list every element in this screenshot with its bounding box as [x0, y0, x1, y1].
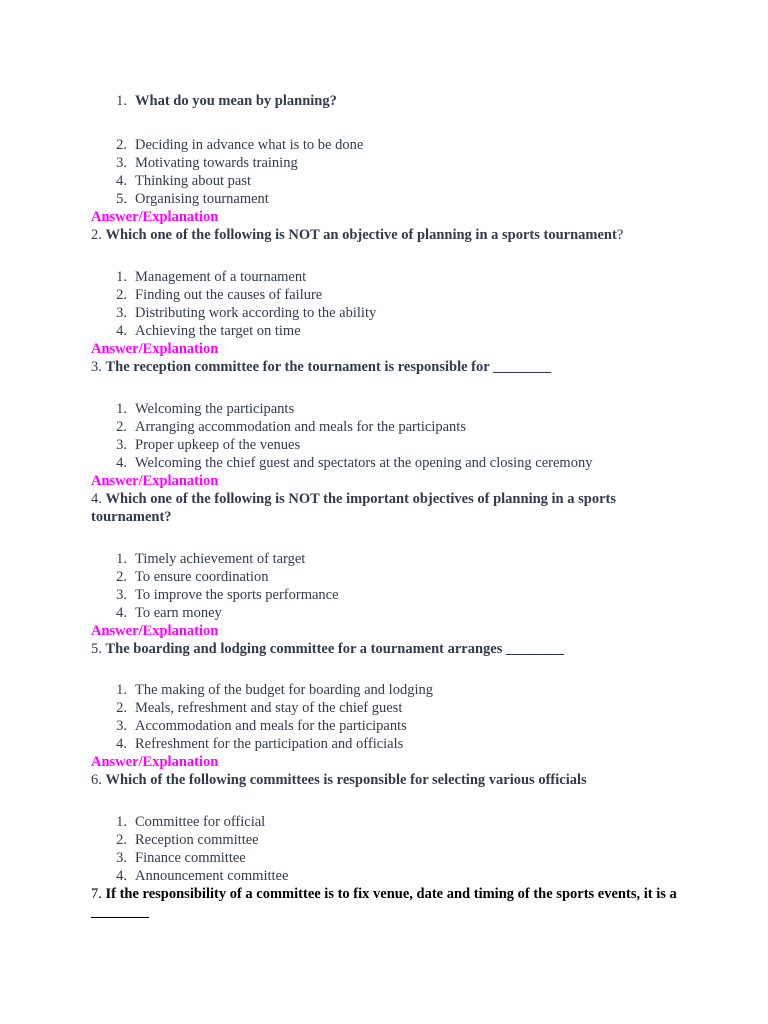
- option-text: Thinking about past: [135, 173, 251, 189]
- option-item: [91, 322, 691, 340]
- option-number: 2.: [116, 137, 127, 153]
- question-number: 5.: [91, 641, 102, 657]
- option-number: 1.: [116, 401, 127, 417]
- option-number: 2.: [116, 287, 127, 303]
- option-number: 3.: [116, 718, 127, 734]
- question-number: 4.: [91, 491, 102, 507]
- option-item: [91, 813, 691, 831]
- option-text: To improve the sports performance: [135, 587, 339, 603]
- option-item: [91, 699, 691, 717]
- option-number: 3.: [116, 850, 127, 866]
- question-text: If the responsibility of a committee is to fix venue, date and timing of the sports events, it is a ________: [91, 886, 677, 920]
- question-text: The reception committee for the tournament is responsible for ________: [105, 359, 552, 375]
- option-text: Distributing work according to the ability: [135, 305, 377, 321]
- option-text: Announcement committee: [135, 868, 289, 884]
- option-text: Deciding in advance what is to be done: [135, 137, 364, 153]
- answer-explanation-link[interactable]: Answer/Explanation: [91, 623, 219, 639]
- options-list: [91, 268, 691, 340]
- question-3: [91, 358, 691, 376]
- options-list: [91, 681, 691, 753]
- option-text: Welcoming the participants: [135, 401, 295, 417]
- option-number: 2.: [116, 419, 127, 435]
- option-text: To ensure coordination: [135, 569, 269, 585]
- option-item: [91, 849, 691, 867]
- option-item: [91, 681, 691, 699]
- option-number: 3.: [116, 305, 127, 321]
- question-6-options-block: [91, 813, 691, 921]
- question-text: Which of the following committees is responsible for selecting various officials: [105, 772, 587, 788]
- answer-explanation-link[interactable]: Answer/Explanation: [91, 754, 219, 770]
- question-number: 7.: [91, 886, 102, 902]
- option-item: [91, 550, 691, 568]
- option-text: Finance committee: [135, 850, 246, 866]
- option-number: 1.: [116, 269, 127, 285]
- option-text: Refreshment for the participation and officials: [135, 736, 404, 752]
- option-number: 4.: [116, 455, 127, 471]
- option-item: [91, 604, 691, 622]
- option-text: Management of a tournament: [135, 269, 307, 285]
- option-text: Arranging accommodation and meals for the participants: [135, 419, 466, 435]
- option-item: [91, 436, 691, 454]
- question-number: 1.: [116, 93, 127, 109]
- option-number: 1.: [116, 551, 127, 567]
- option-item: [91, 400, 691, 418]
- option-text: Finding out the causes of failure: [135, 287, 323, 303]
- option-text: The making of the budget for boarding and lodging: [135, 682, 433, 698]
- options-list: [91, 400, 691, 472]
- option-number: 3.: [116, 587, 127, 603]
- option-item: [91, 304, 691, 322]
- question-2-options-block: [91, 268, 691, 376]
- option-text: Meals, refreshment and stay of the chief guest: [135, 700, 403, 716]
- options-list: [91, 136, 691, 208]
- question-1: [91, 93, 337, 110]
- question-6: [91, 771, 691, 789]
- option-text: To earn money: [135, 605, 222, 621]
- option-number: 4.: [116, 605, 127, 621]
- option-text: Committee for official: [135, 814, 266, 830]
- option-text: Achieving the target on time: [135, 323, 301, 339]
- option-item: [91, 831, 691, 849]
- answer-explanation-link[interactable]: Answer/Explanation: [91, 341, 219, 357]
- options-list: [91, 813, 691, 885]
- option-text: Organising tournament: [135, 191, 269, 207]
- option-number: 2.: [116, 700, 127, 716]
- question-1-options-block: [91, 136, 691, 244]
- option-item: [91, 867, 691, 885]
- option-text: Reception committee: [135, 832, 259, 848]
- option-number: 4.: [116, 173, 127, 189]
- question-5: [91, 640, 691, 658]
- option-number: 3.: [116, 155, 127, 171]
- question-text: The boarding and lodging committee for a tournament arranges ________: [105, 641, 564, 657]
- option-number: 2.: [116, 569, 127, 585]
- question-number: 2.: [91, 227, 102, 243]
- option-item: [91, 454, 691, 472]
- option-item: [91, 717, 691, 735]
- option-item: [91, 286, 691, 304]
- option-number: 5.: [116, 191, 127, 207]
- option-number: 3.: [116, 437, 127, 453]
- option-item: [91, 154, 691, 172]
- option-item: [91, 268, 691, 286]
- question-tail: ?: [616, 227, 624, 243]
- question-text: What do you mean by planning?: [135, 93, 337, 109]
- option-text: Welcoming the chief guest and spectators at the opening and closing ceremony: [135, 455, 593, 471]
- question-number: 3.: [91, 359, 102, 375]
- option-text: Timely achievement of target: [135, 551, 306, 567]
- option-text: Accommodation and meals for the participants: [135, 718, 407, 734]
- option-number: 4.: [116, 323, 127, 339]
- question-7: [91, 885, 691, 921]
- question-4-options-block: [91, 550, 691, 658]
- option-item: [91, 735, 691, 753]
- option-number: 1.: [116, 682, 127, 698]
- question-5-options-block: [91, 681, 691, 789]
- option-text: Motivating towards training: [135, 155, 298, 171]
- option-text: Proper upkeep of the venues: [135, 437, 301, 453]
- question-2: [91, 226, 691, 244]
- option-item: [91, 568, 691, 586]
- option-item: [91, 190, 691, 208]
- option-item: [91, 136, 691, 154]
- option-number: 2.: [116, 832, 127, 848]
- question-text: Which one of the following is NOT the important objectives of planning in a sports tournament?: [91, 491, 616, 525]
- question-4: [91, 490, 651, 526]
- option-number: 4.: [116, 868, 127, 884]
- answer-explanation-link[interactable]: Answer/Explanation: [91, 473, 219, 489]
- question-number: 6.: [91, 772, 102, 788]
- option-item: [91, 418, 691, 436]
- option-item: [91, 172, 691, 190]
- option-number: 4.: [116, 736, 127, 752]
- question-3-options-block: [91, 400, 691, 526]
- option-number: 1.: [116, 814, 127, 830]
- question-text: Which one of the following is NOT an objective of planning in a sports tournament: [105, 227, 617, 243]
- options-list: [91, 550, 691, 622]
- answer-explanation-link[interactable]: Answer/Explanation: [91, 209, 219, 225]
- option-item: [91, 586, 691, 604]
